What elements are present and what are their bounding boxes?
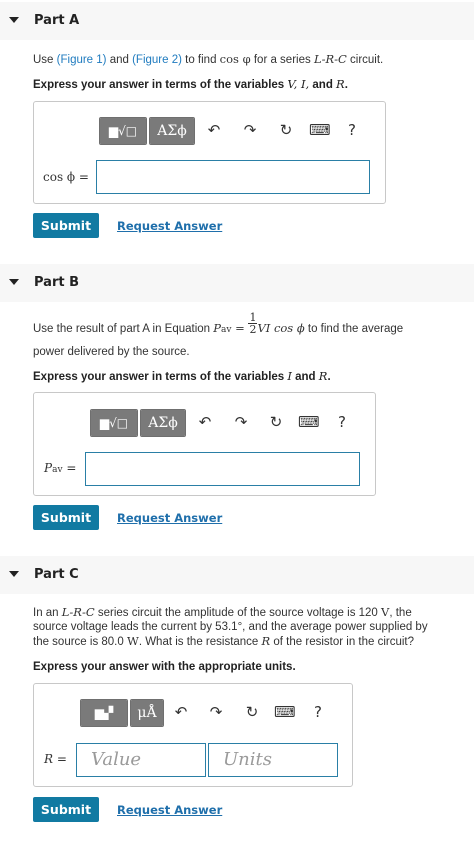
part-a-header[interactable] (0, 2, 474, 40)
math-r: R (318, 369, 328, 383)
equation-equals: = (231, 321, 249, 335)
math-r: R (261, 634, 271, 648)
help-icon[interactable]: ? (314, 703, 322, 721)
keyboard-icon[interactable]: ⌨ (274, 703, 296, 721)
express-text: Express your answer in terms of the variables (33, 371, 288, 383)
part-b-answer-box (33, 392, 376, 496)
collapse-triangle-icon[interactable] (9, 17, 19, 23)
instr-text: Use the result of part A in Equation (33, 323, 214, 335)
keyboard-icon[interactable]: ⌨ (298, 413, 320, 431)
value-input[interactable] (76, 743, 206, 777)
undo-icon[interactable]: ↶ (174, 703, 188, 721)
problem-text: series circuit the amplitude of the source voltage is 120 (94, 607, 382, 619)
unit-v: V (381, 605, 390, 619)
redo-icon[interactable]: ↷ (243, 121, 257, 139)
value-placeholder: Value (91, 749, 142, 770)
undo-icon[interactable]: ↶ (198, 413, 212, 431)
reset-icon[interactable]: ↻ (245, 703, 259, 721)
units-input[interactable] (208, 743, 338, 777)
templates-button[interactable]: ▆√□ (91, 410, 137, 436)
label-eq: = (62, 461, 77, 475)
problem-text: , the (389, 607, 412, 619)
express-text: Express your answer in terms of the variables (33, 79, 288, 91)
instr-text: and (106, 54, 133, 66)
part-b-express (33, 368, 331, 385)
problem-text: In an (33, 607, 62, 619)
math-r: R (336, 77, 345, 91)
instr-text: to find (181, 54, 220, 66)
templates-button[interactable]: ▆▞ (81, 700, 127, 726)
redo-icon[interactable]: ↷ (234, 413, 248, 431)
math-i: I (287, 369, 292, 383)
express-text: and (291, 371, 319, 383)
part-b-title: Part B (34, 275, 80, 290)
part-c-submit-button[interactable]: Submit (33, 797, 99, 822)
figure-1-link[interactable]: (Figure 1) (56, 54, 107, 66)
instr-text: to find the average (304, 323, 404, 335)
templates-button[interactable]: ▆√□ (100, 118, 146, 144)
greek-symbols-button[interactable]: ΑΣϕ (150, 118, 194, 144)
part-a-submit-button[interactable]: Submit (33, 213, 99, 238)
fraction-denominator: 2 (249, 323, 257, 337)
part-a-express (33, 76, 348, 93)
part-c-tool-group (80, 699, 128, 727)
collapse-triangle-icon[interactable] (9, 279, 19, 285)
part-b-instructions-line2: power delivered by the source. (33, 346, 190, 358)
problem-text: . What is the resistance (138, 636, 262, 648)
part-a-answer-box (33, 101, 386, 204)
undo-icon[interactable]: ↶ (207, 121, 221, 139)
part-a-request-answer-link[interactable]: Request Answer (117, 219, 223, 233)
express-text: . (344, 79, 348, 91)
part-c-tool-group-2 (130, 699, 164, 727)
instr-text: for a series (250, 54, 314, 66)
problem-line-1 (33, 605, 428, 620)
part-b-instructions-line1 (33, 311, 404, 338)
math-cos-phi: cos φ (219, 52, 251, 66)
cos-phi-label: cos ϕ = (43, 170, 89, 184)
part-c-answer-box (33, 683, 353, 787)
part-b-header[interactable] (0, 264, 474, 302)
part-c-header[interactable] (0, 556, 474, 594)
cos-phi-input[interactable] (96, 160, 370, 194)
label-p: P (44, 461, 53, 475)
part-b-request-answer-link[interactable]: Request Answer (117, 511, 223, 525)
part-a-toolbar (99, 117, 195, 145)
reset-icon[interactable]: ↻ (279, 121, 293, 139)
units-button[interactable]: μÅ (131, 700, 163, 726)
problem-text: the source is 80.0 (33, 636, 127, 648)
part-c-request-answer-link[interactable]: Request Answer (117, 803, 223, 817)
help-icon[interactable]: ? (338, 413, 346, 431)
problem-text: of the resistor in the circuit? (270, 636, 415, 648)
part-a-title: Part A (34, 13, 80, 28)
instr-text: Use (33, 54, 57, 66)
problem-line-2: source voltage leads the current by 53.1°, and the average power supplied by (33, 621, 428, 633)
greek-symbols-button[interactable]: ΑΣϕ (141, 410, 185, 436)
math-lrc: L-R-C (61, 605, 95, 619)
figure-2-link[interactable]: (Figure 2) (132, 54, 182, 66)
equation-rest: VI cos ϕ (257, 321, 305, 335)
math-vars: V, I, (287, 77, 310, 91)
help-icon[interactable]: ? (348, 121, 356, 139)
keyboard-icon[interactable]: ⌨ (309, 121, 331, 139)
p-av-input[interactable] (85, 452, 360, 486)
units-placeholder: Units (223, 749, 272, 770)
part-c-problem-text (33, 605, 428, 649)
part-a-instructions (33, 51, 383, 68)
part-a-tool-group-2 (149, 117, 195, 145)
part-b-toolbar (90, 409, 186, 437)
part-c-title: Part C (34, 567, 79, 582)
instr-text: circuit. (346, 54, 384, 66)
fraction-numerator: 1 (249, 311, 257, 325)
collapse-triangle-icon[interactable] (9, 571, 19, 577)
part-c-toolbar (80, 699, 164, 727)
part-b-tool-group (90, 409, 138, 437)
unit-w: W (126, 634, 139, 648)
r-label: R = (44, 752, 67, 766)
math-lrc: L-R-C (313, 52, 347, 66)
equation-sub: av (221, 325, 232, 335)
equation-p: P (213, 321, 222, 335)
express-text: . (327, 371, 331, 383)
part-b-tool-group-2 (140, 409, 186, 437)
problem-line-3 (33, 634, 428, 649)
part-c-express: Express your answer with the appropriate units. (33, 661, 296, 673)
express-text: and (309, 79, 337, 91)
part-b-submit-button[interactable]: Submit (33, 505, 99, 530)
redo-icon[interactable]: ↷ (209, 703, 223, 721)
reset-icon[interactable]: ↻ (269, 413, 283, 431)
part-a-tool-group (99, 117, 147, 145)
p-av-label (44, 461, 76, 475)
label-sub: av (52, 465, 63, 475)
